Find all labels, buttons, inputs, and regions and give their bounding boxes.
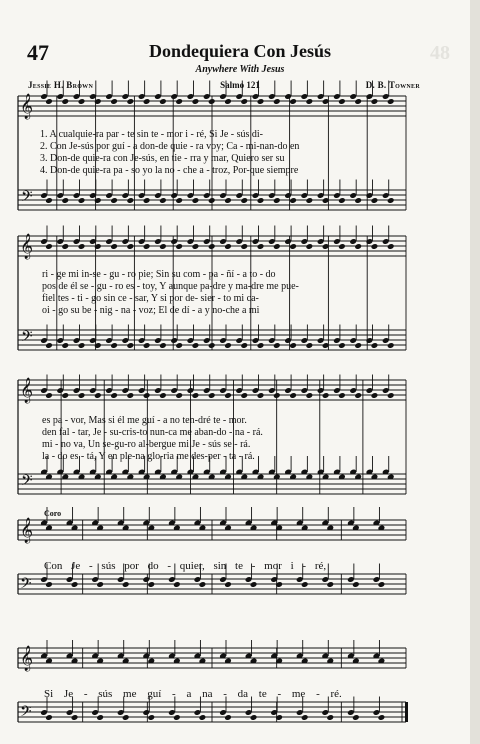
note-head [354,197,362,204]
note-head [289,243,297,250]
note-head [289,98,297,105]
note-head [45,98,53,105]
note-head [387,98,395,105]
note-head [257,342,265,349]
note-head [257,392,265,399]
note-head [147,581,155,588]
note-head [306,392,314,399]
note-head [250,714,258,721]
note-head [96,714,104,721]
hymn-subtitle: Anywhere With Jesus [195,64,285,75]
note-head [94,342,102,349]
note-head [159,392,167,399]
note-head [273,197,281,204]
note-head [250,581,258,588]
note-head [289,342,297,349]
note-head [301,581,309,588]
note-head [306,243,314,250]
note-head [354,392,362,399]
verse-line: fiel tes - ti - go sin ce - sar, Y si por de- sier - to mi ca- [42,293,259,304]
note-head [78,392,86,399]
clef-icon: 𝄢 [20,703,32,724]
note-head [173,714,181,721]
note-head [192,392,200,399]
note-head [199,581,207,588]
note-head [45,714,53,721]
note-head [352,581,360,588]
note-head [175,243,183,250]
note-head [94,392,102,399]
note-head [208,197,216,204]
clef-icon: 𝄞 [20,378,34,403]
chorus-label: Coro [44,509,62,518]
verse-line: 1. A cualquie-ra par - te sin te - mor i - ré, Si Je - sús di- [40,129,263,140]
note-head [208,392,216,399]
note-head [94,197,102,204]
note-head [354,98,362,105]
note-head [240,98,248,105]
verse-line: 3. Don-de quie-ra con Je-sús, en tie - rra y mar, Quiero ser su [40,153,285,164]
note-head [224,392,232,399]
bleed-through-number: 48 [430,42,450,64]
note-head [127,98,135,105]
note-head [159,342,167,349]
clef-icon: 𝄢 [21,188,33,209]
clef-icon: 𝄞 [20,94,34,119]
composer-credit: D. B. Towner [365,80,420,90]
note-head [199,714,207,721]
note-head [45,197,53,204]
note-head [110,197,118,204]
note-head [387,197,395,204]
note-head [387,392,395,399]
verse-line: mi - no va, Un se-gu-ro al-bergue mi Je - sús se - rá. [42,439,251,450]
note-head [378,581,386,588]
note-head [127,342,135,349]
note-head [175,342,183,349]
note-head [192,342,200,349]
note-head [175,197,183,204]
note-head [273,98,281,105]
note-head [127,392,135,399]
verse-line: es pa - vor, Mas si él me guí - a no ten-dré te - mor. [42,415,247,426]
note-head [322,392,330,399]
note-head [338,243,346,250]
note-head [192,197,200,204]
note-head [208,98,216,105]
hymn-title: Dondequiera Con Jesús [148,41,332,61]
note-head [143,98,151,105]
clef-icon: 𝄞 [20,234,34,259]
note-head [240,243,248,250]
note-head [273,342,281,349]
note-head [147,714,155,721]
note-head [338,342,346,349]
clef-icon: 𝄞 [20,646,34,671]
note-head [371,197,379,204]
note-head [289,392,297,399]
verse-line: 2. Con Je-sús por guí - a don-de quie - ra voy; Ca - mi-nan-do en [40,141,300,152]
note-head [122,581,130,588]
note-head [378,714,386,721]
note-head [354,342,362,349]
clef-icon: 𝄢 [21,328,33,349]
note-head [224,342,232,349]
note-head [387,243,395,250]
note-head [110,392,118,399]
note-head [61,392,69,399]
note-head [122,714,130,721]
note-head [159,243,167,250]
clef-icon: 𝄢 [21,472,33,493]
note-head [61,98,69,105]
note-head [306,342,314,349]
note-head [371,342,379,349]
note-head [127,197,135,204]
note-head [143,392,151,399]
note-head [306,98,314,105]
note-head [78,197,86,204]
note-head [71,714,79,721]
note-head [224,714,232,721]
note-head [371,98,379,105]
verse-line: 4. Don-de quie-ra pa - so yo la no - che a - troz, Por-que siempre [40,165,299,176]
note-head [45,581,53,588]
note-head [192,243,200,250]
note-head [326,581,334,588]
verse-line: pos de él se - gu - ro es - toy, Y aunque pa-dre y ma-dre me pue- [42,281,299,292]
note-head [71,581,79,588]
note-head [78,98,86,105]
note-head [78,243,86,250]
note-head [289,197,297,204]
clef-icon: 𝄢 [20,575,32,596]
note-head [387,342,395,349]
chorus-line: Si Je - sús me guí - a na - da te - me - ré. [44,688,342,700]
note-head [110,243,118,250]
note-head [240,392,248,399]
note-head [273,243,281,250]
note-head [159,98,167,105]
verse-line: den fal - tar, Je - su-cris-to nun-ca me aban-do - na - rá. [42,427,263,438]
note-head [257,243,265,250]
note-head [257,197,265,204]
note-head [192,98,200,105]
note-head [338,197,346,204]
note-head [110,342,118,349]
note-head [143,342,151,349]
verse-line: ri - ge mi in-se - gu - ro pie; Sin su com - pa - ñí - a to - do [42,269,276,280]
note-head [127,243,135,250]
note-head [224,98,232,105]
note-head [45,342,53,349]
scripture-reference: Salmo 121 [220,80,260,90]
note-head [326,714,334,721]
note-head [61,342,69,349]
note-head [61,243,69,250]
note-head [224,243,232,250]
chorus-line: Con Je - sús por do - quier, sin te - mor i - ré, [44,560,327,572]
note-head [45,392,53,399]
note-head [224,197,232,204]
note-head [338,392,346,399]
note-head [45,243,53,250]
note-head [273,392,281,399]
note-head [143,243,151,250]
note-head [61,197,69,204]
note-head [175,98,183,105]
note-head [173,581,181,588]
verse-line: la - do es - tá, Y en ple-na glo-ria me des-per - ta - rá. [42,451,255,462]
note-head [371,392,379,399]
note-head [110,98,118,105]
verse-line: oi - go su be - nig - na - voz; El de dí - a y no-che a mi [42,305,260,316]
hymn-number: 47 [27,40,49,65]
note-head [371,243,379,250]
note-head [306,197,314,204]
lyricist-credit: Jessie H. Brown [28,80,94,90]
final-bar [405,702,408,722]
note-head [240,197,248,204]
note-head [175,392,183,399]
note-head [301,714,309,721]
note-head [352,714,360,721]
note-head [96,581,104,588]
note-head [208,243,216,250]
note-head [159,197,167,204]
note-head [94,243,102,250]
note-head [94,98,102,105]
note-head [240,342,248,349]
note-head [143,197,151,204]
note-head [224,581,232,588]
note-head [78,342,86,349]
note-head [338,98,346,105]
clef-icon: 𝄞 [20,518,34,543]
note-head [257,98,265,105]
note-head [354,243,362,250]
note-head [208,342,216,349]
